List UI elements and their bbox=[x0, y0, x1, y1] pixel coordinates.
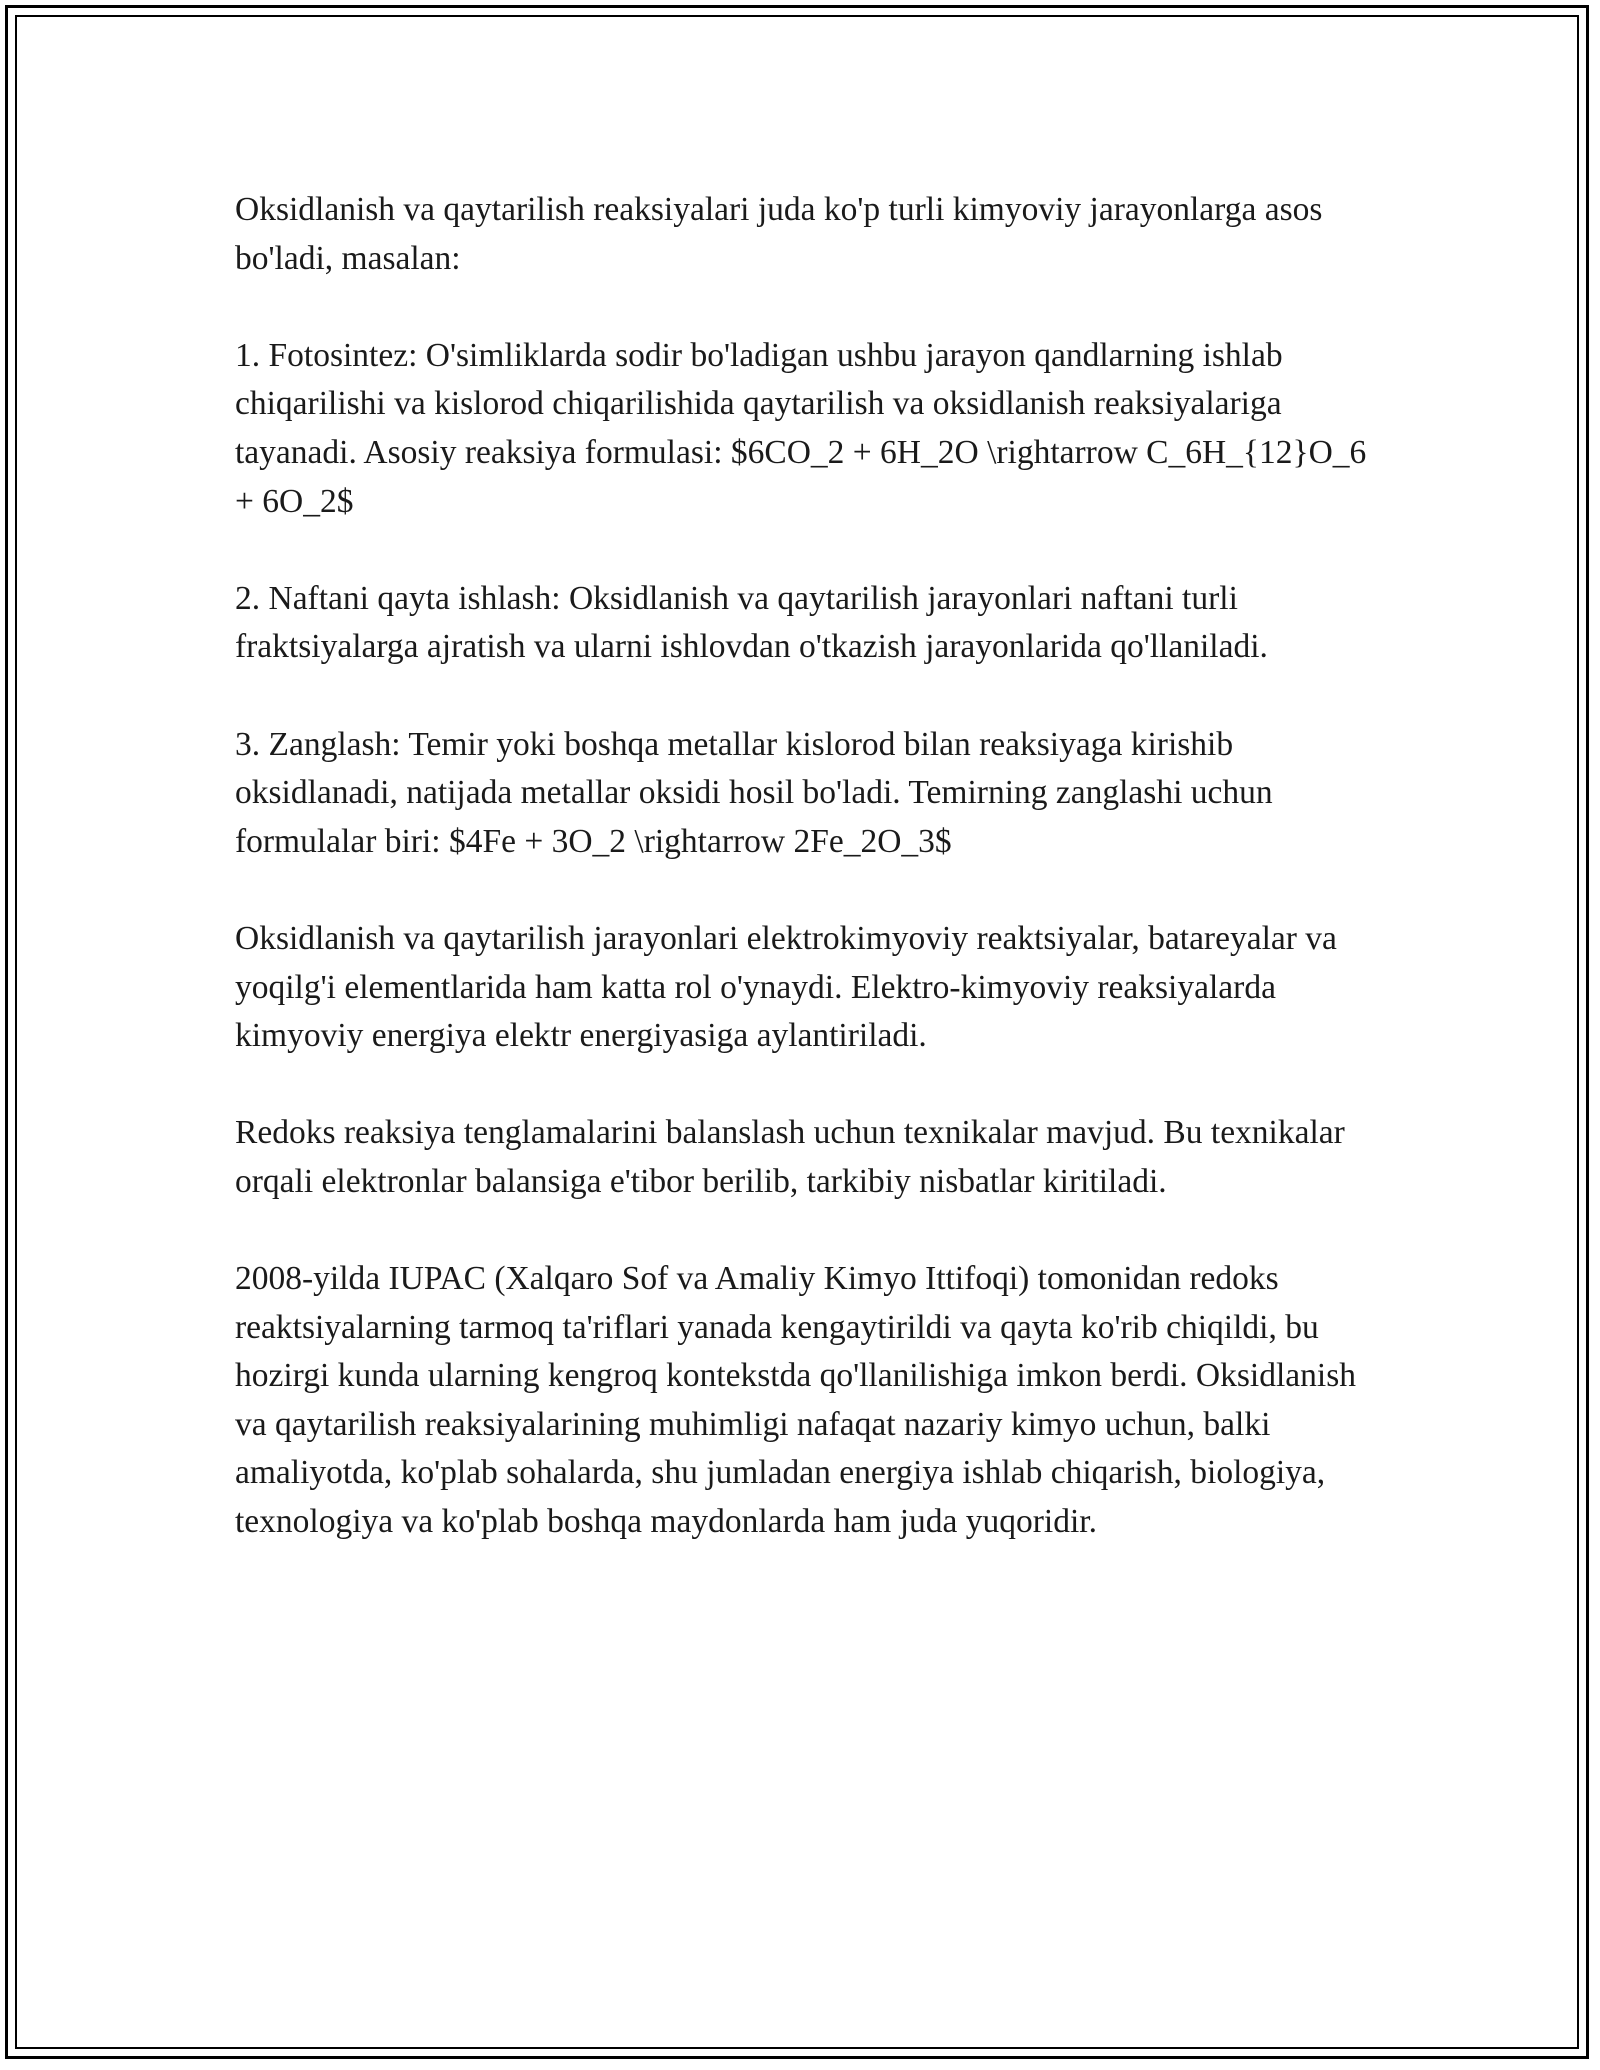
document-body bbox=[235, 186, 1375, 1547]
paragraph-photosynthesis: 1. Fotosintez: O'simliklarda sodir bo'ladigan ushbu jarayon qandlarning ishlab chiqarilishi va kislorod chiqarilishida qaytarilish va oksidlanish reaksiyalariga tayanadi. Asosiy reaksiya formulasi: $6CO_2 + 6H_2O \rightarrow C_6H_{12}O_6 + 6O_2$ bbox=[235, 336, 1367, 520]
paragraph-intro: Oksidlanish va qaytarilish reaksiyalari juda ko'p turli kimyoviy jarayonlarga asos bo'ladi, masalan: bbox=[235, 191, 1323, 277]
paragraph-balancing: Redoks reaksiya tenglamalarini balanslash uchun texnikalar mavjud. Bu texnikalar orqali elektronlar balansiga e'tibor berilib, tarkibiy nisbatlar kiritiladi. bbox=[235, 1114, 1345, 1200]
paragraph-corrosion: 3. Zanglash: Temir yoki boshqa metallar kislorod bilan reaksiyaga kirishib oksidlanadi, natijada metallar oksidi hosil bo'ladi. Temirning zanglashi uchun formulalar biri: $4Fe + 3O_2 \rightarrow 2Fe_2O_3$ bbox=[235, 725, 1273, 860]
paragraph-oil-refining: 2. Naftani qayta ishlash: Oksidlanish va qaytarilish jarayonlari naftani turli fraktsiyalarga ajratish va ularni ishlovdan o'tkazish jarayonlarida qo'llaniladi. bbox=[235, 579, 1268, 666]
paragraph-iupac: 2008-yilda IUPAC (Xalqaro Sof va Amaliy Kimyo Ittifoqi) tomonidan redoks reaktsiyalarning tarmoq ta'riflari yanada kengaytirildi va qayta ko'rib chiqildi, bu hozirgi kunda ularning kengroq kontekstda qo'llanilishiga imkon berdi. Oksidlanish va qaytarilish reaksiyalarining muhimligi nafaqat nazariy kimyo uchun, balki amaliyotda, ko'plab sohalarda, shu jumladan energiya ishlab chiqarish, biologiya, texnologiya va ko'plab boshqa maydonlarda ham juda yuqoridir. bbox=[235, 1260, 1356, 1541]
paragraph-electrochemistry: Oksidlanish va qaytarilish jarayonlari elektrokimyoviy reaktsiyalar, batareyalar va yoqilg'i elementlarida ham katta rol o'ynaydi. Elektro-kimyoviy reaksiyalarda kimyoviy energiya elektr energiyasiga aylantiriladi. bbox=[235, 919, 1337, 1055]
